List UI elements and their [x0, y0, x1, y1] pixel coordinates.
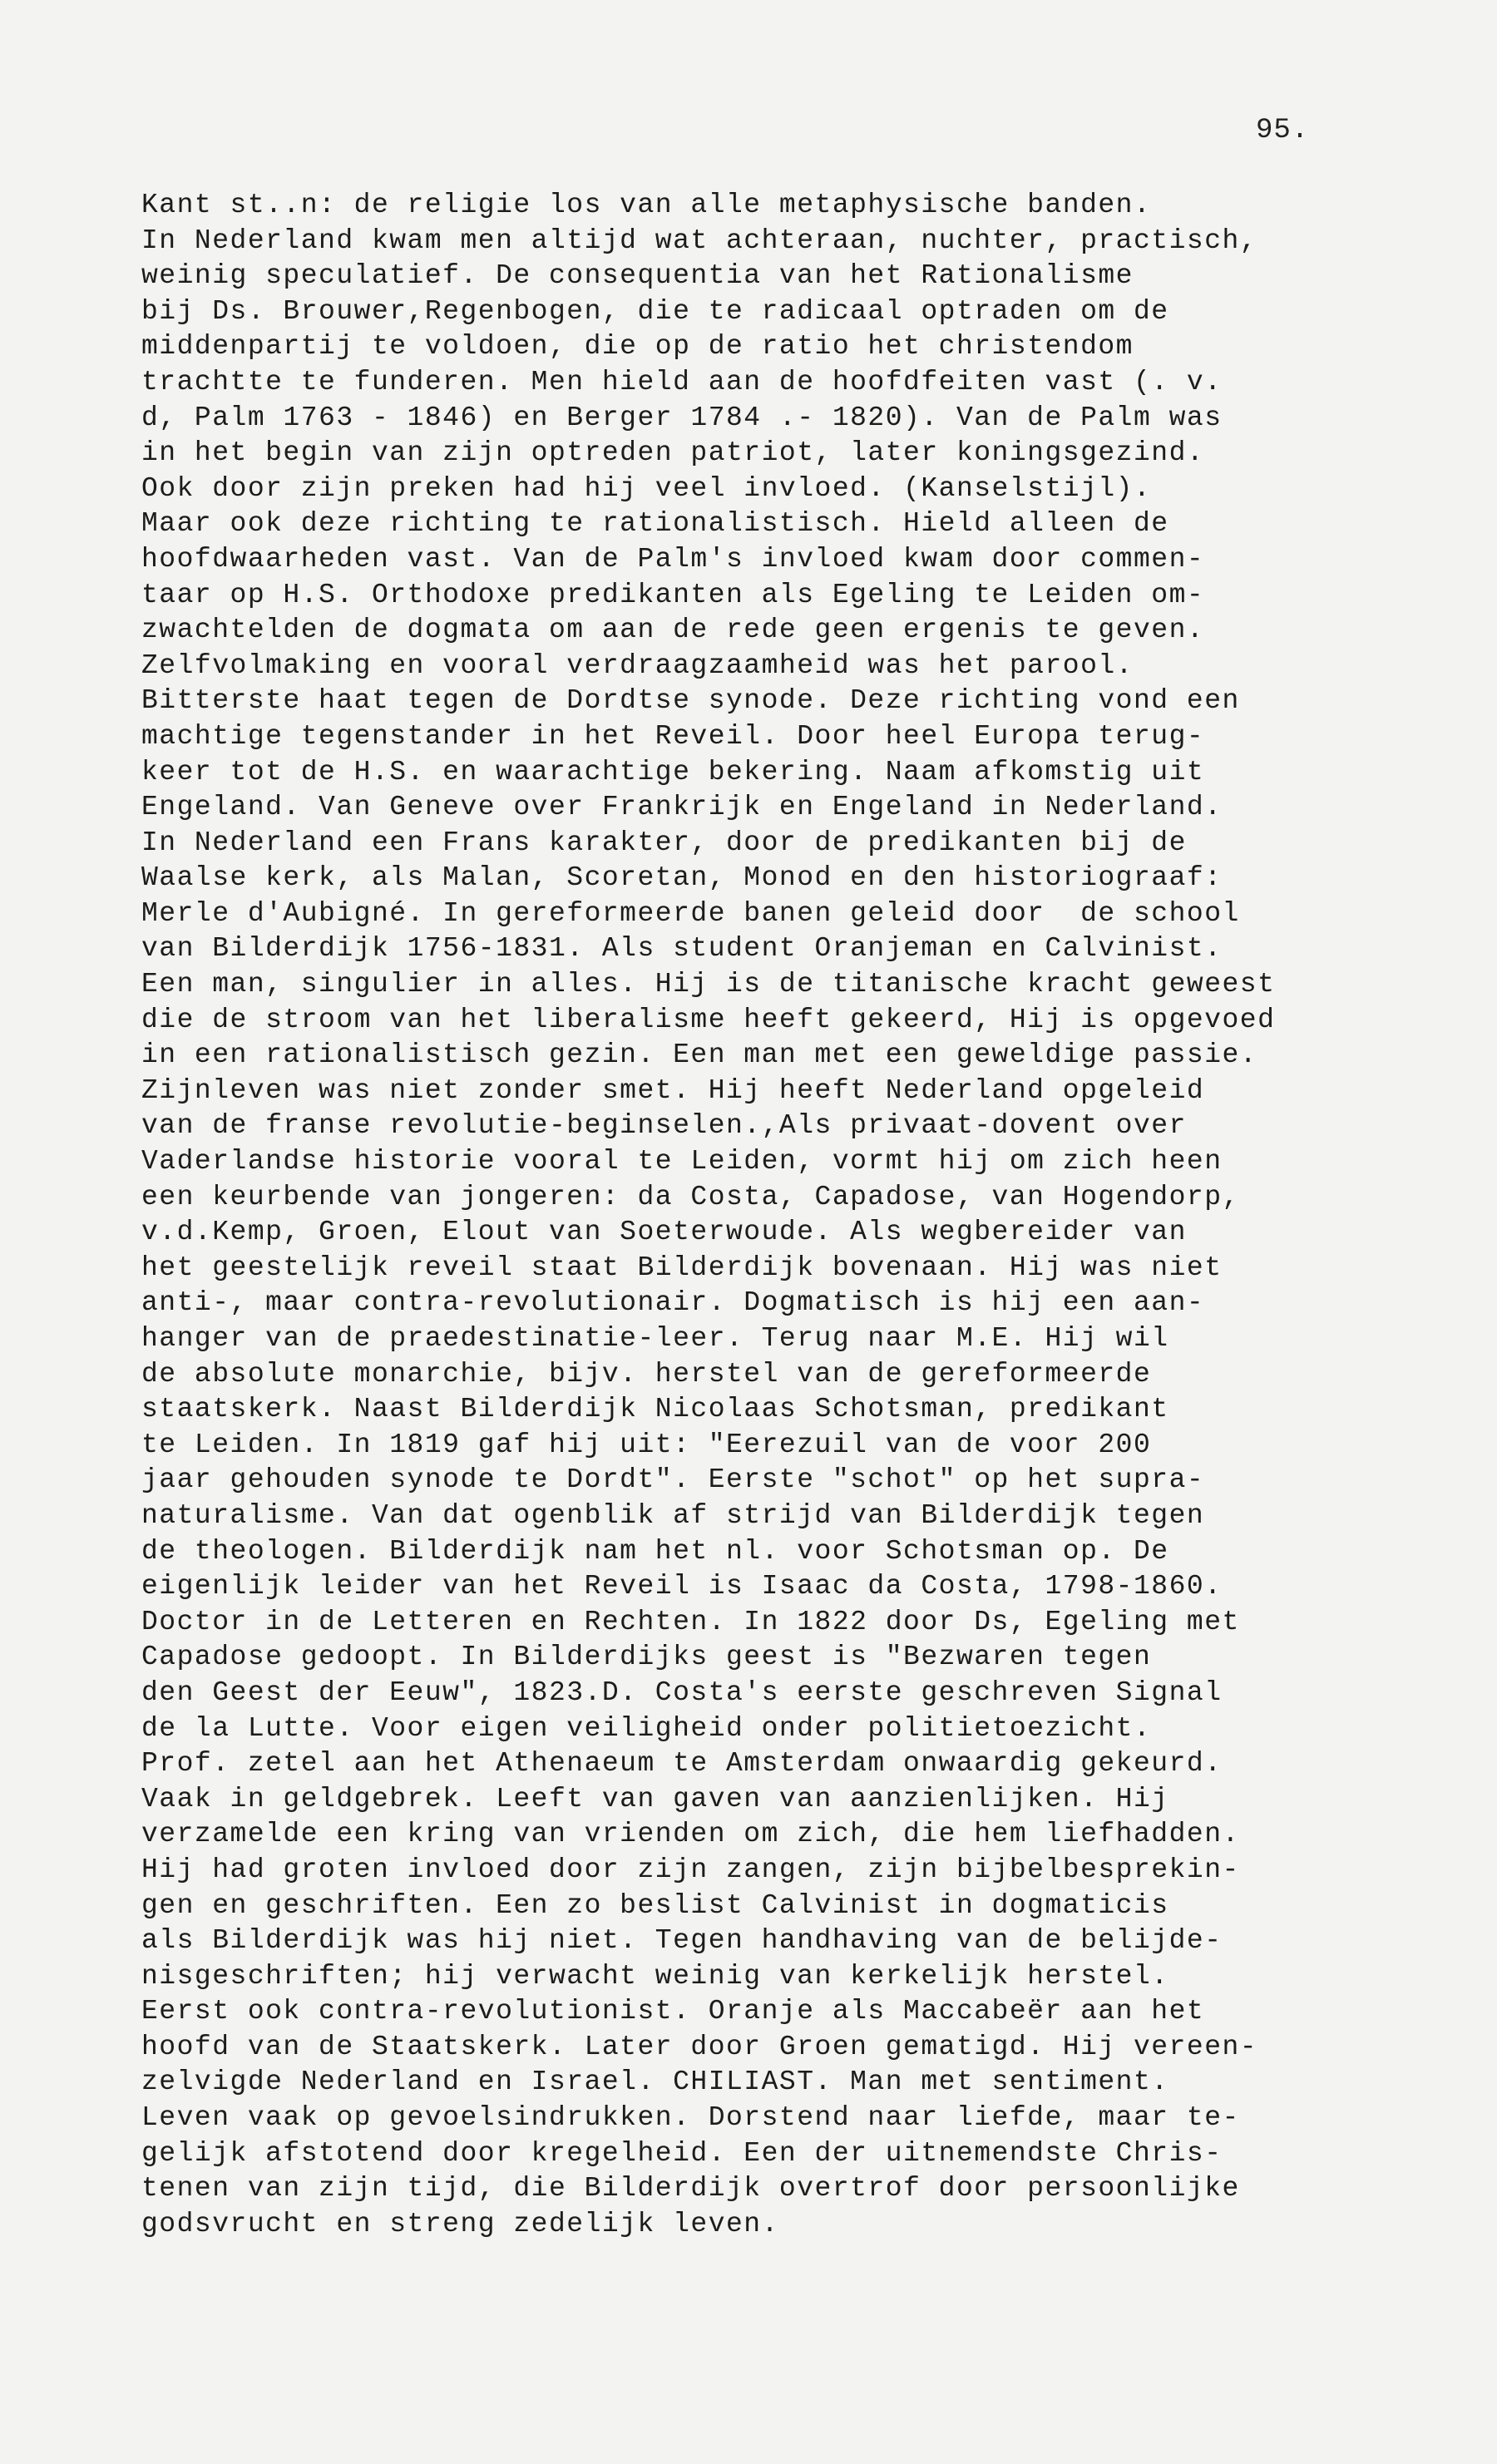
text-line: Vaak in geldgebrek. Leeft van gaven van aanzienlijken. Hij — [141, 1783, 1169, 1815]
text-line: Vaderlandse historie vooral te Leiden, vormt hij om zich heen — [141, 1146, 1223, 1178]
text-line: de la Lutte. Voor eigen veiligheid onder politietoezicht. — [141, 1712, 1152, 1744]
text-line: Ook door zijn preken had hij veel invloed. (Kanselstijl). — [141, 472, 1152, 504]
text-line: zwachtelden de dogmata om aan de rede geen ergenis te geven. — [141, 615, 1205, 646]
text-line: gen en geschriften. Een zo beslist Calvinist in dogmaticis — [141, 1889, 1169, 1921]
text-line: van Bilderdijk 1756-1831. Als student Oranjeman en Calvinist. — [141, 933, 1223, 965]
text-line: Zijnleven was niet zonder smet. Hij heeft Nederland opgeleid — [141, 1074, 1205, 1106]
text-line: Waalse kerk, als Malan, Scoretan, Monod en den historiograaf: — [141, 862, 1223, 894]
text-line: Engeland. Van Geneve over Frankrijk en Engeland in Nederland. — [141, 792, 1223, 823]
text-line: als Bilderdijk was hij niet. Tegen handhaving van de belijde- — [141, 1925, 1223, 1957]
text-line: in een rationalistisch gezin. Een man met een geweldige passie. — [141, 1039, 1258, 1071]
text-line: zelvigde Nederland en Israel. CHILIAST. Man met sentiment. — [141, 2067, 1169, 2098]
text-line: Bitterste haat tegen de Dordtse synode. Deze richting vond een — [141, 685, 1240, 717]
text-line: In Nederland een Frans karakter, door de predikanten bij de — [141, 827, 1187, 858]
text-line: die de stroom van het liberalisme heeft gekeerd, Hij is opgevoed — [141, 1004, 1276, 1035]
text-line: Eerst ook contra-revolutionist. Oranje als Maccabeër aan het — [141, 1996, 1205, 2027]
text-line: Merle d'Aubigné. In gereformeerde banen geleid door de school — [141, 897, 1240, 929]
text-line: In Nederland kwam men altijd wat achteraan, nuchter, practisch, — [141, 225, 1258, 256]
text-line: Een man, singulier in alles. Hij is de titanische kracht geweest — [141, 969, 1276, 1000]
text-line: d, Palm 1763 - 1846) en Berger 1784 .- 1820). Van de Palm was — [141, 402, 1223, 433]
text-line: Leven vaak op gevoelsindrukken. Dorstend naar liefde, maar te- — [141, 2102, 1240, 2134]
text-line: taar op H.S. Orthodoxe predikanten als Egeling te Leiden om- — [141, 579, 1205, 610]
text-line: eigenlijk leider van het Reveil is Isaac da Costa, 1798-1860. — [141, 1571, 1223, 1602]
text-line: verzamelde een kring van vrienden om zich, die hem liefhadden. — [141, 1819, 1240, 1850]
text-line: staatskerk. Naast Bilderdijk Nicolaas Schotsman, predikant — [141, 1394, 1169, 1425]
text-line: van de franse revolutie-beginselen.,Als privaat-dovent over — [141, 1110, 1187, 1142]
text-line: machtige tegenstander in het Reveil. Door heel Europa terug- — [141, 720, 1205, 752]
text-line: hoofd van de Staatskerk. Later door Groen gematigd. Hij vereen- — [141, 2031, 1258, 2062]
text-line: de theologen. Bilderdijk nam het nl. voor Schotsman op. De — [141, 1535, 1169, 1567]
text-line: Maar ook deze richting te rationalistisch. Hield alleen de — [141, 508, 1169, 540]
text-line: jaar gehouden synode te Dordt". Eerste "schot" op het supra- — [141, 1464, 1205, 1496]
text-line: den Geest der Eeuw", 1823.D. Costa's eerste geschreven Signal — [141, 1676, 1223, 1708]
text-line: hanger van de praedestinatie-leer. Terug naar M.E. Hij wil — [141, 1323, 1169, 1354]
text-line: anti-, maar contra-revolutionair. Dogmatisch is hij een aan- — [141, 1287, 1205, 1319]
text-line: trachtte te funderen. Men hield aan de hoofdfeiten vast (. v. — [141, 366, 1223, 397]
text-line: het geestelijk reveil staat Bilderdijk bovenaan. Hij was niet — [141, 1252, 1223, 1283]
text-line: Capadose gedoopt. In Bilderdijks geest is "Bezwaren tegen — [141, 1642, 1152, 1673]
text-line: Prof. zetel aan het Athenaeum te Amsterdam onwaardig gekeurd. — [141, 1748, 1223, 1780]
text-line: gelijk afstotend door kregelheid. Een der uitnemendste Chris- — [141, 2137, 1223, 2169]
text-line: godsvrucht en streng zedelijk leven. — [141, 2208, 779, 2239]
text-line: weinig speculatief. De consequentia van het Rationalisme — [141, 260, 1134, 292]
text-line: Kant st..n: de religie los van alle metaphysische banden. — [141, 190, 1152, 220]
text-line: Doctor in de Letteren en Rechten. In 1822 door Ds, Egeling met — [141, 1606, 1240, 1637]
text-line: naturalisme. Van dat ogenblik af strijd van Bilderdijk tegen — [141, 1499, 1205, 1531]
text-line: Zelfvolmaking en vooral verdraagzaamheid was het parool. — [141, 649, 1134, 681]
text-line: nisgeschriften; hij verwacht weinig van kerkelijk herstel. — [141, 1960, 1169, 1992]
text-line: bij Ds. Brouwer,Regenbogen, die te radicaal optraden om de — [141, 295, 1169, 327]
text-line: te Leiden. In 1819 gaf hij uit: "Eerezuil van de voor 200 — [141, 1429, 1152, 1460]
body-text — [141, 188, 1480, 2242]
text-line: middenpartij te voldoen, die op de ratio het christendom — [141, 331, 1134, 363]
text-line: in het begin van zijn optreden patriot, later koningsgezind. — [141, 437, 1205, 469]
text-line: Hij had groten invloed door zijn zangen, zijn bijbelbesprekin- — [141, 1854, 1240, 1885]
page-number: 95. — [1256, 115, 1310, 146]
text-line: hoofdwaarheden vast. Van de Palm's invloed kwam door commen- — [141, 543, 1205, 575]
text-line: v.d.Kemp, Groen, Elout van Soeterwoude. Als wegbereider van — [141, 1217, 1187, 1248]
text-line: keer tot de H.S. en waarachtige bekering. Naam afkomstig uit — [141, 756, 1205, 788]
text-line: een keurbende van jongeren: da Costa, Capadose, van Hogendorp, — [141, 1181, 1240, 1212]
text-line: de absolute monarchie, bijv. herstel van de gereformeerde — [141, 1358, 1152, 1390]
text-line: tenen van zijn tijd, die Bilderdijk overtrof door persoonlijke — [141, 2173, 1240, 2205]
